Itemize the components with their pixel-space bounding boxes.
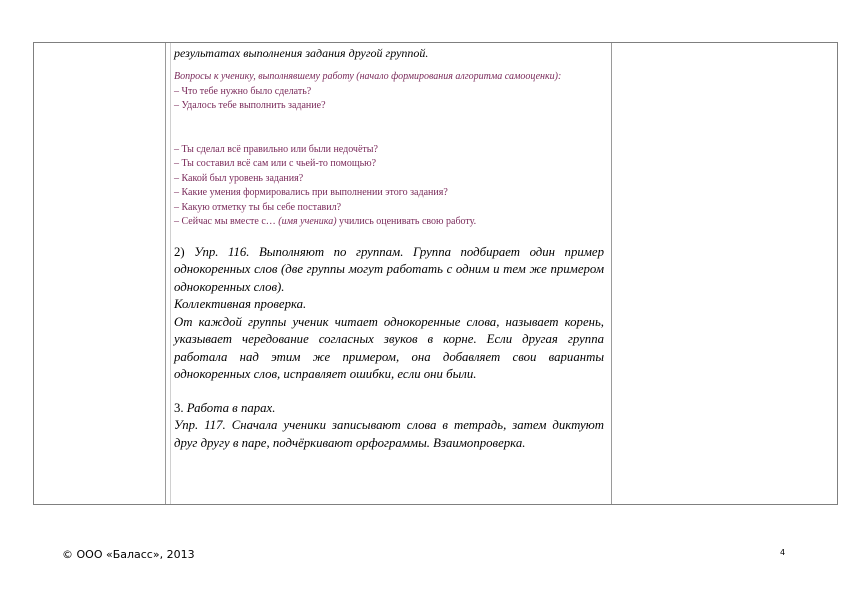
- table-cell-content: [166, 43, 612, 504]
- exercise-116: [174, 244, 604, 297]
- q-last-post: учились оценивать свою работу.: [336, 216, 477, 227]
- pair-work-title: Работа в парах.: [186, 400, 276, 415]
- q-last-pre: – Сейчас мы вместе с…: [174, 216, 279, 227]
- question-item-last: [174, 215, 604, 230]
- inner-border: [170, 43, 173, 504]
- question-item: – Какую отметку ты бы себе поставил?: [174, 201, 342, 213]
- collective-check: Коллективная проверка.: [174, 297, 307, 311]
- question-item: – Ты сделал всё правильно или были недочёты?: [174, 143, 378, 155]
- questions-intro: Вопросы к ученику, выполнявшему работу (начало формирования алгоритма самооценки):: [174, 71, 562, 82]
- continued-line: результатах выполнения задания другой группой.: [174, 46, 429, 60]
- exercise-116-number: 2): [174, 244, 195, 259]
- exercise-117: Упр. 117. Сначала ученики записывают слова в тетрадь, затем диктуют друг другу в паре, подчёркивают орфограммы. Взаимопроверка.: [174, 418, 604, 450]
- question-item: – Какие умения формировались при выполнении этого задания?: [174, 187, 448, 198]
- lesson-table: [33, 42, 838, 505]
- question-item: – Что тебе нужно было сделать?: [174, 85, 312, 97]
- q-last-em: (имя ученика): [278, 216, 337, 227]
- question-item: – Какой был уровень задания?: [174, 172, 304, 184]
- copyright-footer: © ООО «Баласс», 2013: [62, 548, 195, 561]
- page-number: 4: [780, 548, 786, 557]
- exercise-116-text: Упр. 116. Выполняют по группам. Группа подбирает один пример однокоренных слов (две группы могут работать с одним и тем же примером однокоренных слов).: [174, 244, 604, 294]
- pair-work-number: 3.: [174, 400, 187, 415]
- question-item: – Удалось тебе выполнить задание?: [174, 100, 326, 111]
- cell-text: [174, 45, 604, 452]
- pair-work-heading: [174, 400, 604, 418]
- table-cell-right: [612, 43, 837, 504]
- question-item: – Ты составил всё сам или с чьей-то помощью?: [174, 158, 377, 169]
- exercise-116-description: От каждой группы ученик читает однокоренные слова, называет корень, указывает чередование согласных звуков в корне. Если другая группа работала над этим же примером, она добавляет свои варианты однокоренных слов, исправляет ошибки, если они были.: [174, 314, 604, 381]
- table-cell-left: [34, 43, 166, 504]
- questions-block: [174, 70, 604, 230]
